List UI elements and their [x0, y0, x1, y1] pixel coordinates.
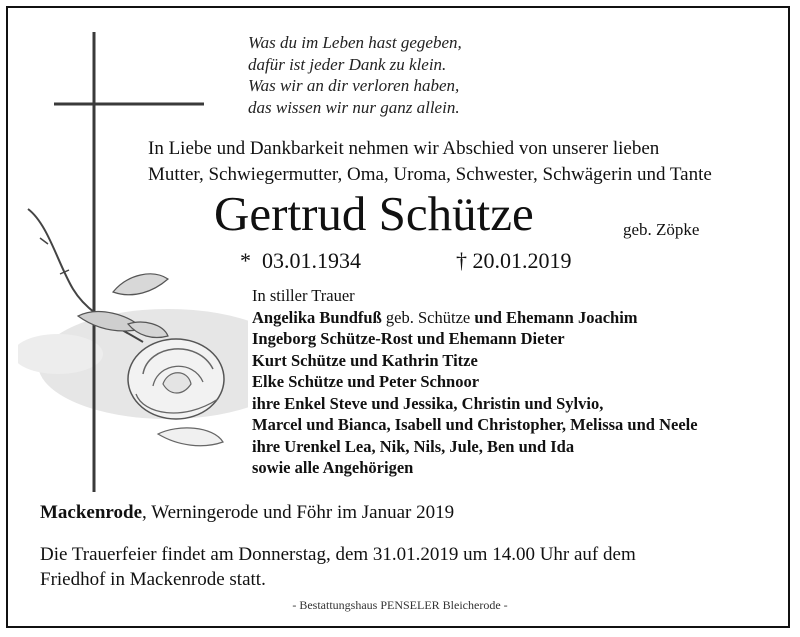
death-date-value: 20.01.2019: [472, 248, 572, 273]
funeral-line: Friedhof in Mackenrode statt.: [40, 569, 266, 590]
intro-line: In Liebe und Dankbarkeit nehmen wir Abschied von unserer lieben: [148, 138, 660, 159]
rose-icon: [128, 339, 224, 419]
mourner-line: sowie alle Angehörigen: [252, 458, 414, 477]
birth-date: [240, 248, 361, 274]
mourner-name: Angelika Bundfuß: [252, 307, 382, 327]
mourner-line: ihre Enkel Steve und Jessika, Christin und Sylvio,: [252, 393, 604, 413]
poem-line: dafür ist jeder Dank zu klein.: [248, 54, 447, 74]
poem-line: Was wir an dir verloren haben,: [248, 76, 460, 95]
poem-line: das wissen wir nur ganz allein.: [248, 97, 460, 117]
maiden-name: geb. Zöpke: [623, 220, 700, 239]
place-town: Mackenrode: [40, 502, 143, 523]
leaf-icon: [113, 274, 168, 295]
mourner-line: Ingeborg Schütze-Rost und Ehemann Dieter: [252, 329, 565, 348]
death-date: [456, 248, 572, 274]
mourner-maiden: geb. Schütze: [385, 307, 471, 327]
place-and-date: [40, 502, 454, 524]
mourner-line: ihre Urenkel Lea, Nik, Nils, Jule, Ben und Ida: [252, 436, 575, 456]
funeral-info: [40, 542, 636, 592]
mourner-line: Elke Schütze und Peter Schnoor: [252, 372, 480, 391]
petal-icon: [158, 428, 223, 446]
mourner-line: [252, 307, 698, 329]
mourner-line: Kurt Schütze und Kathrin Titze: [252, 350, 478, 370]
poem: [248, 32, 462, 118]
star-icon: *: [240, 248, 251, 273]
intro-line: Mutter, Schwiegermutter, Oma, Uroma, Schwester, Schwägerin und Tante: [148, 164, 712, 185]
mourners-heading: In stiller Trauer: [252, 286, 355, 305]
funeral-line: Die Trauerfeier findet am Donnerstag, dem 31.01.2019 um 14.00 Uhr auf dem: [40, 544, 636, 565]
mourner-partner: und Ehemann Joachim: [474, 307, 638, 327]
deceased-name: Gertrud Schütze: [214, 186, 534, 241]
mourners-list: [252, 285, 698, 479]
intro-text: [148, 136, 712, 188]
funeral-home-footer: - Bestattungshaus PENSELER Bleicherode -: [292, 598, 508, 612]
poem-line: Was du im Leben hast gegeben,: [248, 33, 462, 52]
birth-date-value: 03.01.1934: [262, 248, 361, 273]
cross-symbol-icon: †: [456, 248, 467, 273]
thorn-shape: [40, 238, 69, 274]
mourner-line: Marcel und Bianca, Isabell und Christopher, Melissa und Neele: [252, 415, 698, 434]
cross-and-rose-illustration: [18, 24, 248, 494]
cross-icon: [54, 32, 204, 492]
place-rest: , Werningerode und Föhr im Januar 2019: [142, 502, 455, 523]
